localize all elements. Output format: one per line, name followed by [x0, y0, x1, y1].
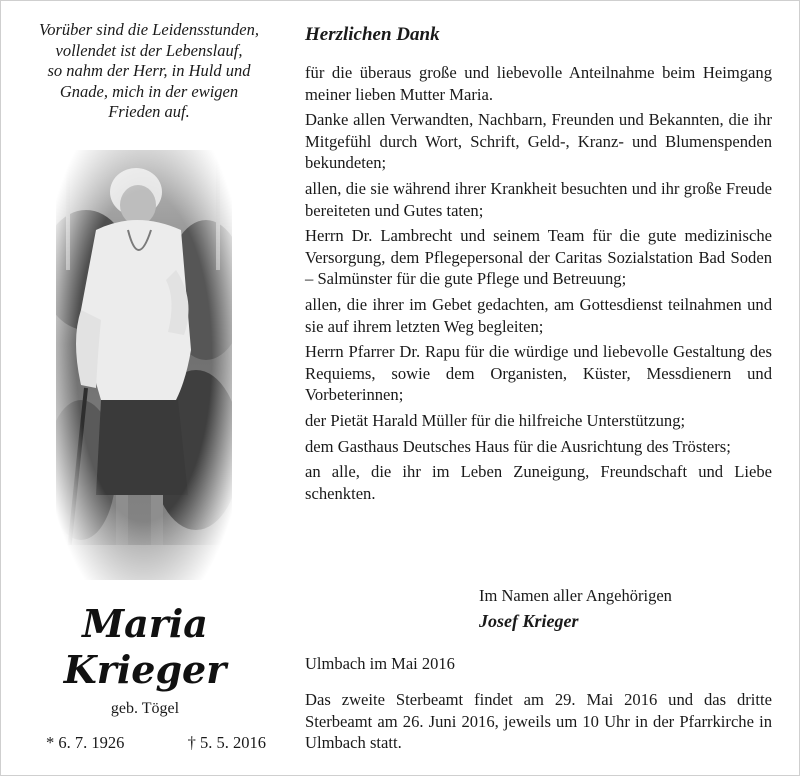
- thanks-paragraph: der Pietät Harald Müller für die hilfreiche Unterstützung;: [305, 410, 686, 430]
- poem-line: Vorüber sind die Leidensstunden,: [39, 20, 259, 39]
- signer-name: Josef Krieger: [479, 611, 579, 631]
- life-dates: [46, 733, 266, 753]
- poem-line: Gnade, mich in der ewigen: [59, 81, 239, 101]
- thanks-paragraph: allen, die ihrer im Gebet gedachten, am Gottesdienst teilnahmen und sie auf ihrem letzten Weg begleiten;: [305, 294, 772, 336]
- death-date: † 5. 5. 2016: [187, 733, 266, 752]
- thanks-paragraph: Herrn Dr. Lambrecht und seinem Team für die gute medizinische Versorgung, dem Pflegepersonal der Caritas Sozialstation Bad Soden – Salmünster für die gute Pflege und Betreuung;: [305, 226, 772, 289]
- memorial-mass-notice: Das zweite Sterbeamt findet am 29. Mai 2016 und das dritte Sterbeamt am 26. Juni 2016, jeweils um 10 Uhr in der Pfarrkirche in Ulmbach statt.: [305, 690, 772, 753]
- poem: [20, 20, 278, 123]
- thanks-heading: Herzlichen Dank: [305, 24, 440, 45]
- thanks-paragraph: dem Gasthaus Deutsches Haus für die Ausrichtung des Trösters;: [305, 436, 731, 456]
- signature-block: [479, 585, 672, 635]
- portrait-photo: [56, 150, 232, 580]
- place-date: Ulmbach im Mai 2016: [305, 654, 455, 673]
- thanks-paragraph: für die überaus große und liebevolle Anteilnahme beim Heimgang meiner lieben Mutter Maria.: [305, 63, 772, 104]
- birth-date: * 6. 7. 1926: [46, 733, 125, 752]
- signature-intro: Im Namen aller Angehörigen: [479, 586, 672, 605]
- poem-line: Frieden auf.: [108, 102, 190, 121]
- poem-line: so nahm der Herr, in Huld und: [47, 61, 251, 80]
- thanks-paragraph: allen, die sie während ihrer Krankheit besuchten und ihr große Freude bereiteten und Gutes taten;: [305, 178, 772, 220]
- thanks-paragraph: Herrn Pfarrer Dr. Rapu für die würdige und liebevolle Gestaltung des Requiems, sowie dem Organisten, Küster, Messdienern und Vorbeterinnen;: [305, 342, 772, 405]
- deceased-first-name: Maria: [82, 601, 208, 646]
- maiden-name: geb. Tögel: [110, 700, 180, 717]
- thanks-body: [305, 62, 772, 508]
- poem-line: vollendet ist der Lebenslauf,: [55, 40, 243, 60]
- thanks-paragraph: an alle, die ihr im Leben Zuneigung, Freundschaft und Liebe schenkten.: [305, 462, 772, 503]
- thanks-paragraph: Danke allen Verwandten, Nachbarn, Freunden und Bekannten, die ihr Mitgefühl durch Wort, Schrift, Geld-, Kranz- und Blumenspenden bekundeten;: [305, 110, 772, 173]
- left-column: [0, 0, 290, 776]
- deceased-last-name: Krieger: [63, 647, 227, 692]
